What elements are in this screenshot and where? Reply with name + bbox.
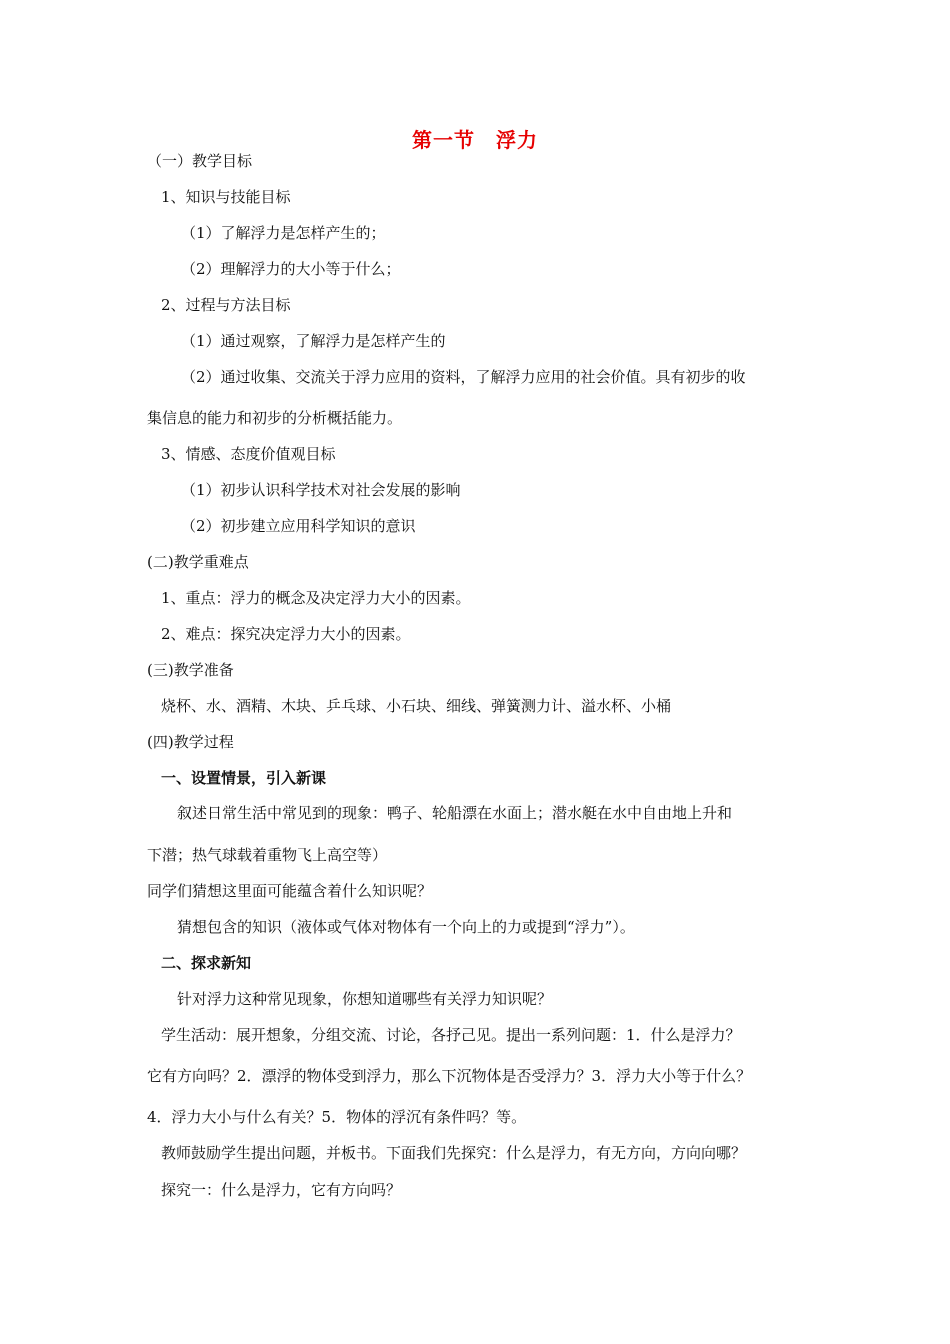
objective-item: （2）初步建立应用科学知识的意识 (181, 517, 416, 535)
paragraph-line: 叙述日常生活中常见到的现象：鸭子、轮船漂在水面上；潜水艇在水中自由地上升和 (177, 804, 733, 822)
key-point-item: 2、难点：探究决定浮力大小的因素。 (161, 625, 411, 643)
objective-item: （2）理解浮力的大小等于什么； (181, 260, 401, 278)
page-title: 第一节 浮力 (412, 128, 538, 152)
paragraph-line: 探究一：什么是浮力，它有方向吗？ (161, 1181, 402, 1199)
objective-item: （1）通过观察，了解浮力是怎样产生的 (181, 332, 446, 350)
objective-item-continuation: 集信息的能力和初步的分析概括能力。 (147, 409, 403, 427)
section-heading-preparation: (三)教学准备 (147, 661, 234, 679)
paragraph-line: 它有方向吗？2．漂浮的物体受到浮力，那么下沉物体是否受浮力？3．浮力大小等于什么？ (147, 1067, 752, 1085)
subheading-knowledge-skills: 1、知识与技能目标 (161, 188, 291, 206)
paragraph-line: 猜想包含的知识（液体或气体对物体有一个向上的力或提到“浮力”）。 (177, 918, 635, 936)
key-point-item: 1、重点：浮力的概念及决定浮力大小的因素。 (161, 589, 471, 607)
objective-item: （1）初步认识科学技术对社会发展的影响 (181, 481, 461, 499)
paragraph-line: 4．浮力大小与什么有关？5．物体的浮沉有条件吗？等。 (147, 1108, 527, 1126)
objective-item: （2）通过收集、交流关于浮力应用的资料，了解浮力应用的社会价值。具有初步的收 (181, 368, 746, 386)
paragraph-line: 教师鼓励学生提出问题，并板书。下面我们先探究：什么是浮力，有无方向，方向向哪？ (161, 1144, 747, 1162)
step-heading-explore: 二、探求新知 (161, 954, 252, 972)
paragraph-line: 下潜；热气球载着重物飞上高空等） (147, 846, 388, 864)
subheading-process-methods: 2、过程与方法目标 (161, 296, 291, 314)
paragraph-line: 学生活动：展开想象，分组交流、讨论，各抒己见。提出一系列问题：1．什么是浮力？ (161, 1026, 741, 1044)
section-heading-key-points: (二)教学重难点 (147, 553, 249, 571)
section-heading-process: (四)教学过程 (147, 733, 234, 751)
paragraph-line: 同学们猜想这里面可能蕴含着什么知识呢？ (147, 882, 433, 900)
objective-item: （1）了解浮力是怎样产生的； (181, 224, 386, 242)
section-heading-objectives: （一）教学目标 (147, 152, 253, 170)
subheading-attitudes-values: 3、情感、态度价值观目标 (161, 445, 336, 463)
step-heading-introduction: 一、设置情景，引入新课 (161, 769, 327, 787)
paragraph-line: 针对浮力这种常见现象，你想知道哪些有关浮力知识呢？ (177, 990, 553, 1008)
materials-list: 烧杯、水、酒精、木块、乒乓球、小石块、细线、弹簧测力计、溢水杯、小桶 (161, 697, 672, 715)
